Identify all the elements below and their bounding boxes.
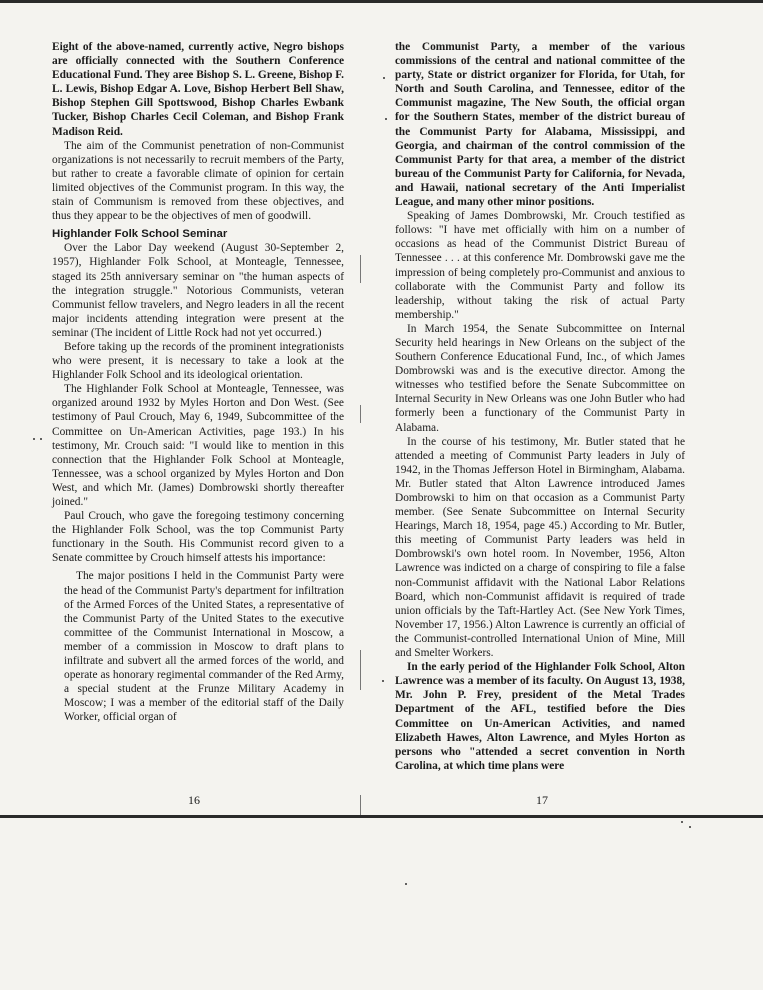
gutter-scan-mark — [360, 650, 361, 690]
scan-speck — [40, 438, 42, 440]
top-border-rule — [0, 0, 763, 3]
gutter-scan-mark — [360, 255, 361, 283]
paragraph-party-positions: the Communist Party, a member of the various commissions of the central and national committee of the party, State or district organizer for Florida, for Utah, for North and South Carolina, and Tennessee, editor of the Communist magazine, The New South, the official organ for the Southern States, member of the district bureau of the Communist Party for Alabama, Mississippi, and Georgia, and chairman of the control commission of the Communist Party for that area, a member of the district bureau of the Communist Party for California, for Nevada, and Hawaii, national secretary of the Anti Imperialist League, and many other minor positions. — [395, 41, 685, 209]
left-page-column — [52, 40, 344, 725]
paragraph-school-origins: The Highlander Folk School at Monteagle, Tennessee, was organized around 1932 by Myles Horton and Don West. (See testimony of Paul Crouch, May 6, 1949, Subcommittee of the Committee on Un-American Activities, page 193.) In his testimony, Mr. Crouch said: "I would like to mention in this connection that the Highlander Folk School at Monteagle, Tennessee, was a school organized by Myles Horton and Don West, and which Mr. (James) Dombrowski shortly thereafter joined." — [52, 383, 344, 508]
scan-speck — [33, 438, 35, 440]
paragraph-labor-day-seminar: Over the Labor Day weekend (August 30-September 2, 1957), Highlander Folk School, at Monteagle, Tennessee, staged its 25th anniversary seminar on "the human aspects of the integration struggle." Notorious Communists, veteran Communist fellow travelers, and Negro leaders in all the recent major incidents attending integration were present at the seminar (The incident of Little Rock had not yet occurred.) — [52, 242, 344, 339]
scan-speck — [681, 821, 683, 823]
paragraph-butler-testimony: In the course of his testimony, Mr. Butler stated that he attended a meeting of Communist Party leaders in July of 1942, in the Thomas Jefferson Hotel in Birmingham, Alabama. Mr. Butler stated that Alton Lawrence introduced James Dombrowski to him on that occasion as a Communist Party member. (See Senate Subcommittee on Internal Security Hearings, March 18, 1954, page 45.) According to Mr. Butler, this meeting of Communist Party leaders was held in Dombrowski's own hotel room. In November, 1956, Alton Lawrence was indicted on a charge of conspiring to file a false non-Communist affidavit with the National Labor Relations Board, which non-Communist affidavit is required of trade union officials by the Taft-Hartley Act. (See New York Times, November 17, 1956.) Alton Lawrence is currently an official of the Communist-controlled International Union of Mine, Mill and Smelter Workers. — [395, 435, 685, 660]
paragraph-dombrowski: Speaking of James Dombrowski, Mr. Crouch testified as follows: "I have met officially with him on a number of occasions as head of the Communist District Bureau of Tennessee . . . at this conference Mr. Dombrowski gave me the impression of being completely pro-Communist and anxious to collaborate with the Communist Party and follow its leadership, without taking the risk of actual Party membership." — [395, 210, 685, 321]
page-number-right: 17 — [536, 793, 548, 807]
paragraph-alton-lawrence: In the early period of the Highlander Folk School, Alton Lawrence was a member of its faculty. On August 13, 1938, Mr. John P. Frey, president of the Metal Trades Department of the AFL, testified before the Dies Committee on Un-American Activities, and named Elizabeth Hawes, Alton Lawrence, and Myles Horton as persons who "attended a secret convention in North Carolina, at which time plans were — [395, 661, 685, 772]
scan-speck — [405, 883, 407, 885]
block-quote-crouch-positions: The major positions I held in the Communist Party were the head of the Communist Party's department for infiltration of the Armed Forces of the United States, a representative of the Communist Party of the United States to the executive committee of the Communist International in Moscow, a member of a commission in Moscow to draft plans to infiltrate and subvert all the armed forces of the world, and operate as honorary regimental commander of the Red Army, a special student at the Frunze Military Academy in Moscow; I was a member of the editorial staff of the Daily Worker, official organ of — [64, 570, 344, 724]
scan-speck — [385, 118, 387, 120]
scan-speck — [382, 680, 384, 682]
paragraph-paul-crouch: Paul Crouch, who gave the foregoing testimony concerning the Highlander Folk School, was the top Communist Party functionary in the South. His Communist record given to a Senate committee by Crouch himself attests his importance: — [52, 510, 344, 565]
bottom-border-rule — [0, 815, 763, 818]
scan-speck — [689, 826, 691, 828]
paragraph-senate-hearings: In March 1954, the Senate Subcommittee on Internal Security held hearings in New Orleans on the subject of the Southern Conference Educational Fund, Inc., of which James Dombrowski was and is the executive director. Among the witnesses who testified before the Senate Subcommittee on Internal Security in New Orleans was one John Butler who had formerly been a functionary of the Communist Party in Alabama. — [395, 322, 685, 434]
paragraph-communist-aim: The aim of the Communist penetration of non-Communist organizations is not necessarily to recruit members of the Party, but rather to create a favorable climate of opinion for certain limited objectives of the Communist program. In this way, the stain of Communism is removed from these objectives, and thus they appear to be the objectives of men of goodwill. — [52, 139, 344, 223]
scan-speck — [383, 77, 385, 79]
paragraph-integrationists: Before taking up the records of the prominent integrationists who were present, it is necessary to take a look at the Highlander Folk School and its ideological orientation. — [52, 340, 344, 382]
page-number-left: 16 — [188, 793, 200, 807]
right-page-column — [395, 40, 685, 773]
section-heading: Highlander Folk School Seminar — [52, 228, 228, 241]
gutter-scan-mark — [360, 795, 361, 815]
paragraph-bishops: Eight of the above-named, currently active, Negro bishops are officially connected with the Southern Conference Educational Fund. They aree Bishop S. L. Greene, Bishop F. L. Lewis, Bishop Edgar A. Love, Bishop Herbert Bell Shaw, Bishop Stephen Gill Spottswood, Bishop Charles Ewbank Tucker, Bishop Charles Cecil Coleman, and Bishop Frank Madison Reid. — [52, 41, 345, 138]
gutter-scan-mark — [360, 405, 361, 423]
